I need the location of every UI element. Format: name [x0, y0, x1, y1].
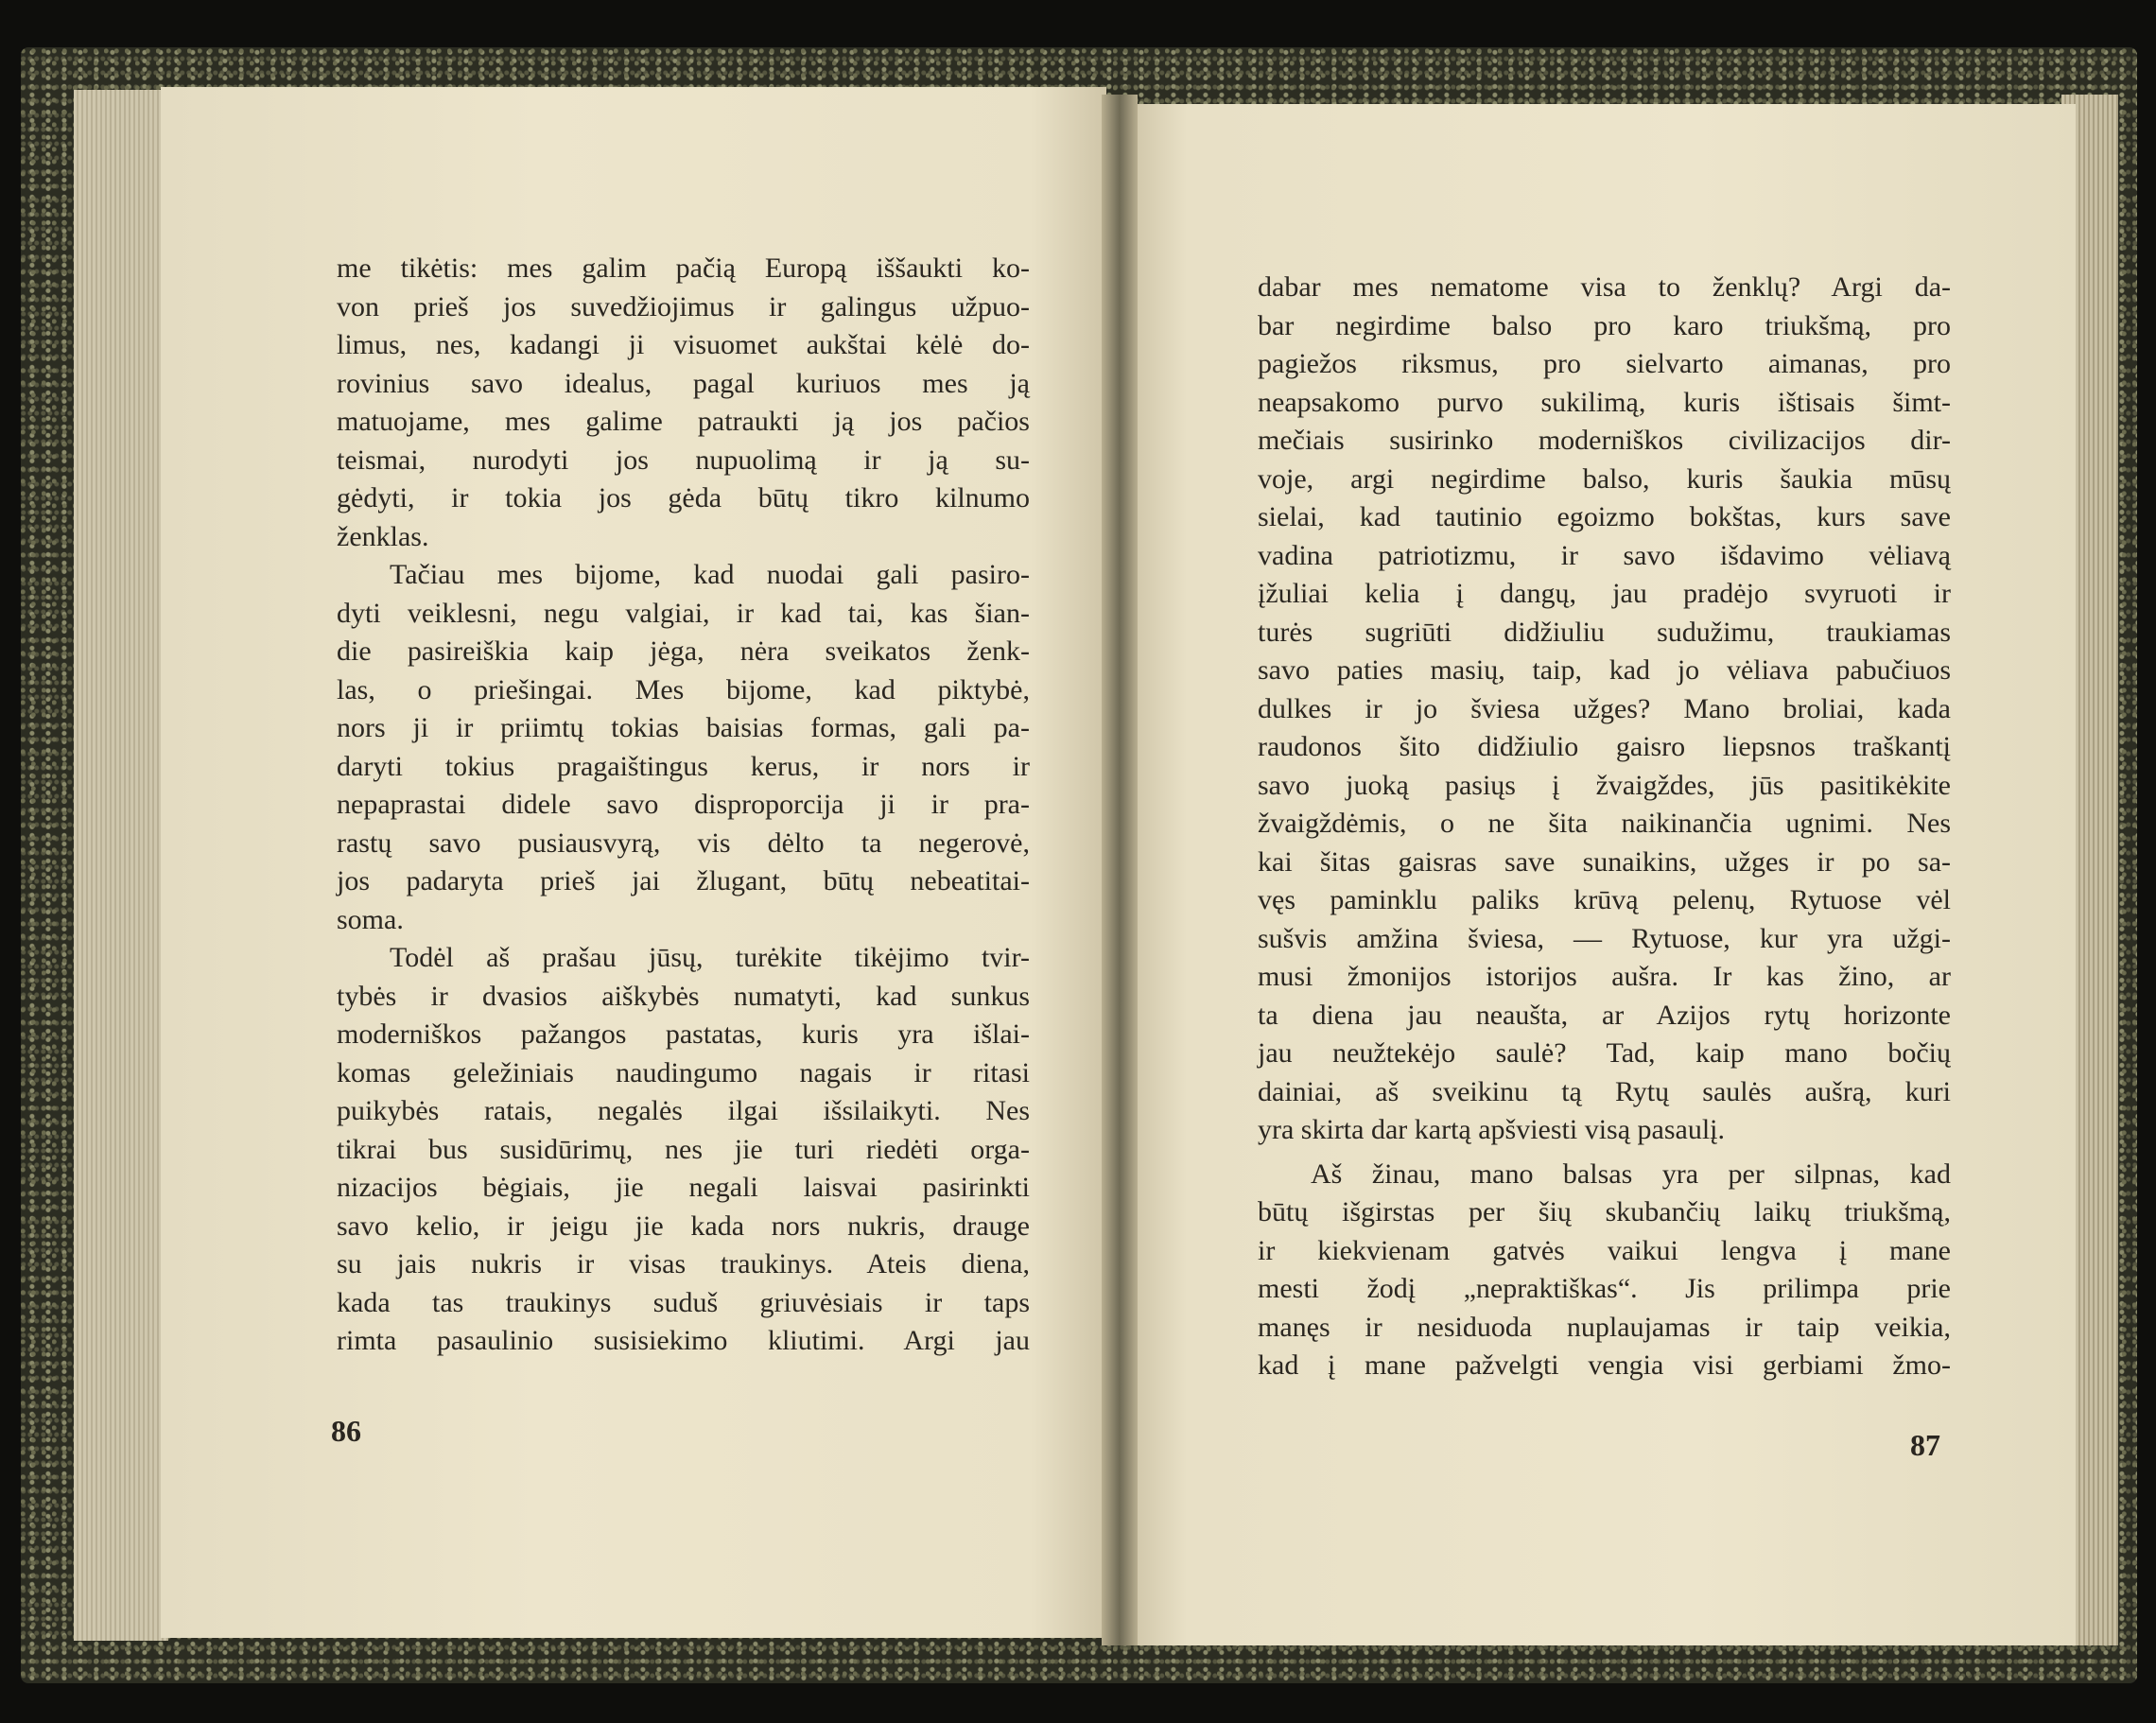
text-line: die pasireiškia kaip jėga, nėra sveikatos ženk- [337, 635, 1030, 667]
text-line: Aš žinau, mano balsas yra per silpnas, kad [1311, 1157, 1951, 1190]
text-line: matuojame, mes galime patraukti ją jos pačios [337, 406, 1030, 437]
text-line: ženklas. [337, 520, 429, 552]
text-line: rimta pasaulinio susisiekimo kliutimi. Argi jau [337, 1325, 1030, 1356]
text-line: Tačiau mes bijome, kad nuodai gali pasiro- [390, 559, 1030, 590]
text-line: voje, argi negirdime balso, kuris šaukia mūsų [1258, 462, 1951, 495]
text-line: su jais nukris ir visas traukinys. Ateis diena, [337, 1248, 1030, 1279]
text-line: pagiežos riksmus, pro sielvarto aimanas, pro [1258, 348, 1951, 379]
text-line: manęs ir nesiduoda nuplaujamas ir taip veikia, [1258, 1311, 1951, 1343]
text-line: komas geležiniais naudingumo nagais ir ritasi [337, 1056, 1030, 1088]
text-line: teismai, nurodyti jos nupuolimą ir ją su- [337, 444, 1030, 476]
text-line: las, o priešingai. Mes bijome, kad piktybė, [337, 673, 1030, 705]
text-line: nizacijos bėgiais, jie negali laisvai pasirinkti [337, 1172, 1030, 1203]
text-line: mesti žodį „nepraktiškas“. Jis prilimpa prie [1258, 1273, 1951, 1304]
text-line: dyti veiklesni, negu valgiai, ir kad tai, kas šian- [337, 597, 1030, 629]
text-line: gėdyti, ir tokia jos gėda būtų tikro kilnumo [337, 482, 1030, 513]
text-line: sušvis amžina šviesa, — Rytuose, kur yra užgi- [1258, 922, 1951, 954]
text-line: vęs paminklu paliks krūvą pelenų, Rytuose vėl [1258, 884, 1951, 915]
text-line: bar negirdime balso pro karo triukšmą, pro [1258, 309, 1951, 341]
text-line: vadina patriotizmu, ir savo išdavimo vėliavą [1258, 539, 1951, 571]
text-line: moderniškos pažangos pastatas, kuris yra išlai- [337, 1018, 1030, 1050]
text-line: tybės ir dvasios aiškybės numatyti, kad sunkus [337, 980, 1030, 1012]
text-line: von prieš jos suvedžiojimus ir galingus užpuo- [337, 290, 1030, 322]
text-line: jos padaryta prieš jai žlugant, būtų nebeatitai- [337, 865, 1030, 896]
text-line: nepaprastai didele savo disproporcija ji ir pra- [337, 789, 1030, 820]
text-line: jau neužtekėjo saulė? Tad, kaip mano bočių [1258, 1037, 1951, 1069]
text-line: ta diena jau neaušta, ar Azijos rytų horizonte [1258, 999, 1951, 1031]
page-stack-left [74, 90, 168, 1641]
text-line: kai šitas gaisras save sunaikins, užges ir po sa- [1258, 845, 1951, 878]
text-line: yra skirta dar kartą apšviesti visą pasaulį. [1258, 1114, 1726, 1145]
text-line: nors ji ir priimtų tokias baisias formas, gali pa- [337, 712, 1030, 743]
text-line: savo juoką pasiųs į žvaigždes, jūs pasitikėkite [1258, 769, 1951, 801]
book-gutter [1102, 95, 1138, 1645]
right-page-text [1258, 269, 1951, 1385]
text-line: dabar mes nematome visa to ženklų? Argi da- [1258, 271, 1951, 303]
text-line: tikrai bus susidūrimų, nes jie turi riedėti orga- [337, 1133, 1030, 1165]
text-line: savo paties masių, taip, kad jo vėliava pabučiuos [1258, 654, 1951, 686]
text-line: limus, nes, kadangi ji visuomet aukštai kėlė do- [337, 329, 1030, 360]
text-line: raudonos šito didžiulio gaisro liepsnos traškantį [1258, 731, 1951, 762]
text-line: žvaigždėmis, o ne šita naikinančia ugnimi. Nes [1258, 808, 1951, 839]
text-line: būtų išgirstas per šių skubančių laikų triukšmą, [1258, 1196, 1951, 1227]
text-line: sielai, kad tautinio egoizmo bokštas, kurs save [1258, 501, 1951, 532]
text-line: rastų savo pusiausvyrą, vis dėlto ta negerovė, [337, 827, 1030, 859]
text-line: puikybės ratais, negalės ilgai išsilaikyti. Nes [337, 1095, 1030, 1126]
text-line: neapsakomo purvo sukilimą, kuris ištisais šimt- [1258, 386, 1951, 418]
text-line: mečiais susirinko moderniškos civilizacijos dir- [1258, 425, 1951, 456]
text-line: dulkes ir jo šviesa užges? Mano broliai, kada [1258, 692, 1951, 724]
text-line: kad į mane pažvelgti vengia visi gerbiami žmo- [1258, 1349, 1951, 1381]
text-line: turės sugriūti didžiuliu sudužimu, traukiamas [1258, 616, 1951, 648]
text-line: daryti tokius pragaištingus kerus, ir nors ir [337, 750, 1030, 782]
text-line: rovinius savo idealus, pagal kuriuos mes ją [337, 367, 1030, 399]
text-line: musi žmonijos istorijos aušra. Ir kas žino, ar [1258, 961, 1951, 992]
page-number-right: 87 [1910, 1428, 1940, 1462]
page-number-left: 86 [331, 1414, 361, 1448]
text-line: kada tas traukinys suduš griuvėsiais ir taps [337, 1286, 1030, 1318]
text-line: savo kelio, ir jeigu jie kada nors nukris, drauge [337, 1210, 1030, 1242]
text-line: me tikėtis: mes galim pačią Europą iššaukti ko- [337, 252, 1030, 284]
text-line: ir kiekvienam gatvės vaikui lengva į mane [1258, 1234, 1951, 1266]
left-page-text [337, 250, 1030, 1361]
text-line: Todėl aš prašau jūsų, turėkite tikėjimo tvir- [390, 942, 1030, 973]
text-line: įžuliai kelia į dangų, jau pradėjo svyruoti ir [1258, 578, 1951, 609]
text-line: dainiai, aš sveikinu tą Rytų saulės aušrą, kuri [1258, 1075, 1951, 1107]
text-line: soma. [337, 903, 404, 935]
